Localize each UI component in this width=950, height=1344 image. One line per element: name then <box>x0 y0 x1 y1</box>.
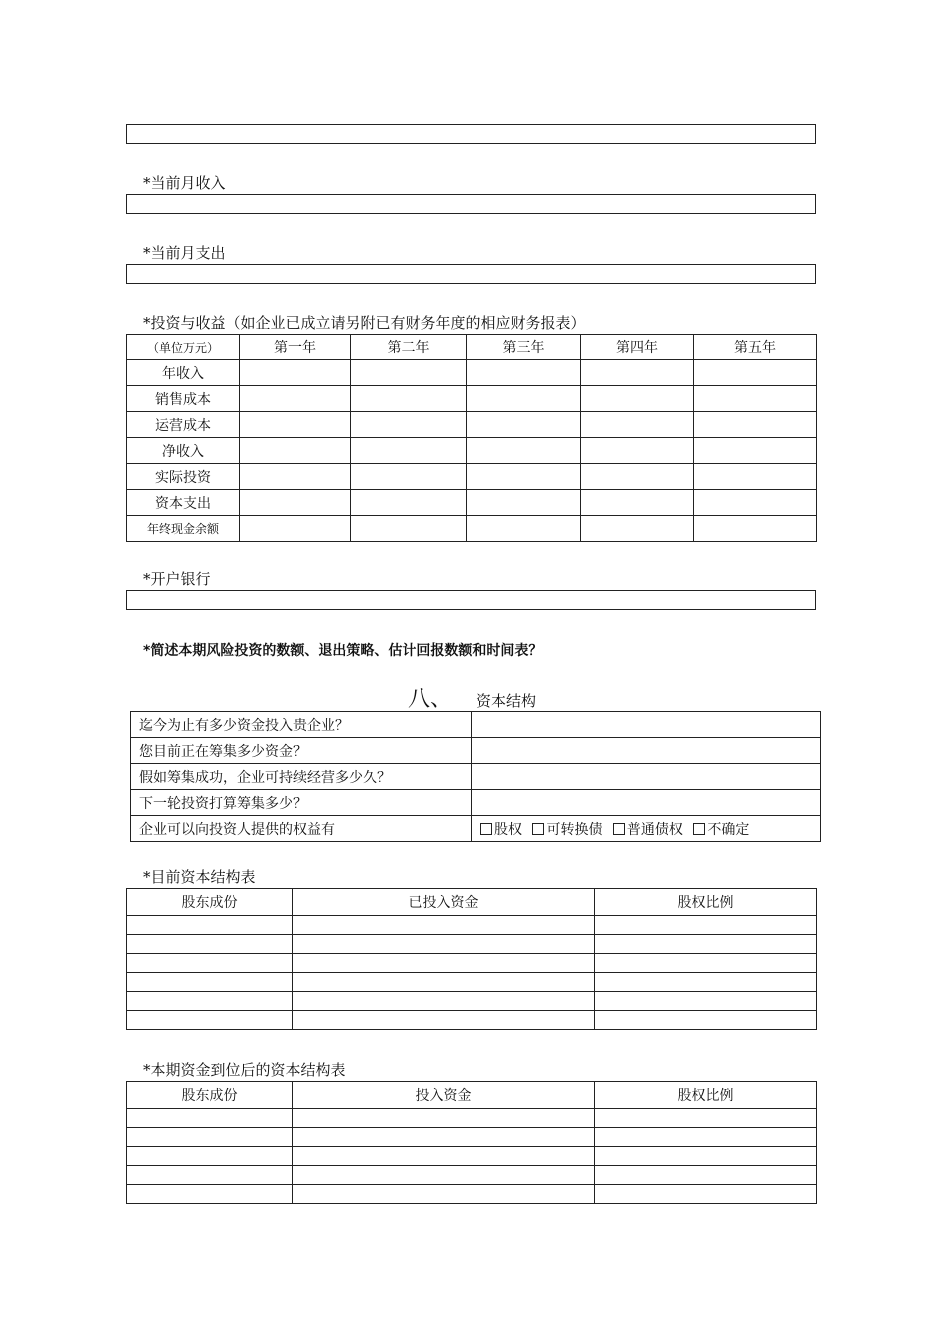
question-label: 下一轮投资打算筹集多少？ <box>131 790 472 816</box>
current-cap-title: *目前资本结构表 <box>143 868 256 886</box>
table-row <box>131 816 821 842</box>
finance-cell[interactable] <box>694 464 817 490</box>
rights-options <box>472 816 821 842</box>
answer-cell[interactable] <box>472 738 821 764</box>
finance-cell[interactable] <box>694 360 817 386</box>
finance-table <box>126 334 817 542</box>
table-row <box>127 1147 817 1166</box>
row-label: 资本支出 <box>127 490 240 516</box>
table-row <box>127 1166 817 1185</box>
cap-cell[interactable] <box>127 1011 293 1030</box>
table-row <box>127 1185 817 1204</box>
table-row <box>131 790 821 816</box>
question-label: 您目前正在筹集多少资金？ <box>131 738 472 764</box>
table-row <box>131 712 821 738</box>
answer-cell[interactable] <box>472 712 821 738</box>
capital-questions-table <box>130 711 821 842</box>
finance-corner-cell: （单位万元） <box>127 335 240 360</box>
cap-cell[interactable] <box>595 1011 817 1030</box>
finance-cell[interactable] <box>240 490 351 516</box>
table-row <box>127 516 817 542</box>
investment-returns-label: *投资与收益（如企业已成立请另附已有财务年度的相应财务报表） <box>143 314 586 332</box>
cap-cell[interactable] <box>595 1166 817 1185</box>
table-row <box>127 386 817 412</box>
column-header: 已投入资金 <box>293 889 595 916</box>
cap-cell[interactable] <box>293 1185 595 1204</box>
monthly-expense-field[interactable] <box>126 264 816 284</box>
risk-question: *简述本期风险投资的数额、退出策略、估计回报数额和时间表？ <box>143 643 543 659</box>
finance-cell[interactable] <box>694 386 817 412</box>
top-input-box[interactable] <box>126 124 816 144</box>
cap-cell[interactable] <box>293 1109 595 1128</box>
option-equity[interactable]: 股权 <box>480 819 522 839</box>
cap-cell[interactable] <box>293 1147 595 1166</box>
finance-cell[interactable] <box>240 412 351 438</box>
cap-cell[interactable] <box>595 973 817 992</box>
finance-cell[interactable] <box>581 490 694 516</box>
row-label: 运营成本 <box>127 412 240 438</box>
row-label: 销售成本 <box>127 386 240 412</box>
finance-cell[interactable] <box>467 386 581 412</box>
checkbox-icon[interactable] <box>613 823 625 835</box>
table-row <box>127 1128 817 1147</box>
finance-cell[interactable] <box>467 516 581 542</box>
table-row <box>127 992 817 1011</box>
current-cap-table <box>126 888 817 1030</box>
column-header: 股权比例 <box>595 1082 817 1109</box>
checkbox-icon[interactable] <box>480 823 492 835</box>
year-header: 第三年 <box>467 335 581 360</box>
row-label: 实际投资 <box>127 464 240 490</box>
column-header: 投入资金 <box>293 1082 595 1109</box>
cap-cell[interactable] <box>595 992 817 1011</box>
year-header: 第二年 <box>351 335 467 360</box>
finance-cell[interactable] <box>467 490 581 516</box>
cap-cell[interactable] <box>595 1147 817 1166</box>
table-row <box>127 1011 817 1030</box>
table-row <box>131 738 821 764</box>
cap-cell[interactable] <box>127 1147 293 1166</box>
row-label: 年收入 <box>127 360 240 386</box>
cap-cell[interactable] <box>293 992 595 1011</box>
finance-cell[interactable] <box>467 412 581 438</box>
table-row <box>127 490 817 516</box>
cap-cell[interactable] <box>127 1166 293 1185</box>
monthly-income-field[interactable] <box>126 194 816 214</box>
finance-cell[interactable] <box>467 464 581 490</box>
finance-cell[interactable] <box>351 412 467 438</box>
section-number: 八、 <box>408 687 453 712</box>
question-label: 迄今为止有多少资金投入贵企业？ <box>131 712 472 738</box>
question-label: 企业可以向投资人提供的权益有 <box>131 816 472 842</box>
cap-cell[interactable] <box>293 954 595 973</box>
finance-cell[interactable] <box>351 464 467 490</box>
cap-cell[interactable] <box>127 916 293 935</box>
cap-cell[interactable] <box>595 1109 817 1128</box>
answer-cell[interactable] <box>472 764 821 790</box>
cap-cell[interactable] <box>127 992 293 1011</box>
finance-cell[interactable] <box>351 516 467 542</box>
finance-cell[interactable] <box>467 360 581 386</box>
cap-cell[interactable] <box>127 973 293 992</box>
finance-cell[interactable] <box>581 438 694 464</box>
cap-cell[interactable] <box>127 1185 293 1204</box>
finance-cell[interactable] <box>351 360 467 386</box>
checkbox-icon[interactable] <box>693 823 705 835</box>
finance-cell[interactable] <box>240 438 351 464</box>
question-label: 假如筹集成功，企业可持续经营多少久？ <box>131 764 472 790</box>
finance-cell[interactable] <box>581 412 694 438</box>
monthly-income-label: *当前月收入 <box>143 174 226 192</box>
cap-cell[interactable] <box>293 1166 595 1185</box>
cap-cell[interactable] <box>595 954 817 973</box>
finance-cell[interactable] <box>240 464 351 490</box>
option-debt[interactable]: 普通债权 <box>613 819 683 839</box>
section-title: 资本结构 <box>476 692 537 710</box>
finance-cell[interactable] <box>240 386 351 412</box>
finance-cell[interactable] <box>581 516 694 542</box>
cap-cell[interactable] <box>293 935 595 954</box>
cap-cell[interactable] <box>595 935 817 954</box>
year-header: 第一年 <box>240 335 351 360</box>
table-row <box>127 973 817 992</box>
cap-cell[interactable] <box>595 1185 817 1204</box>
column-header: 股东成份 <box>127 1082 293 1109</box>
table-row <box>127 1109 817 1128</box>
finance-cell[interactable] <box>581 360 694 386</box>
finance-cell[interactable] <box>694 516 817 542</box>
cap-cell[interactable] <box>293 916 595 935</box>
table-row <box>127 916 817 935</box>
table-row <box>127 438 817 464</box>
finance-cell[interactable] <box>694 490 817 516</box>
finance-cell[interactable] <box>351 386 467 412</box>
year-header: 第四年 <box>581 335 694 360</box>
year-header: 第五年 <box>694 335 817 360</box>
table-row <box>127 954 817 973</box>
post-cap-table <box>126 1081 817 1204</box>
cap-cell[interactable] <box>595 1128 817 1147</box>
table-row <box>131 764 821 790</box>
finance-cell[interactable] <box>581 464 694 490</box>
finance-cell[interactable] <box>467 438 581 464</box>
option-convertible[interactable]: 可转换债 <box>532 819 602 839</box>
cap-cell[interactable] <box>127 1109 293 1128</box>
post-cap-title: *本期资金到位后的资本结构表 <box>143 1061 346 1079</box>
row-label: 净收入 <box>127 438 240 464</box>
cap-cell[interactable] <box>127 935 293 954</box>
table-row <box>127 360 817 386</box>
monthly-expense-label: *当前月支出 <box>143 244 226 262</box>
column-header: 股权比例 <box>595 889 817 916</box>
finance-cell[interactable] <box>351 438 467 464</box>
table-row <box>127 464 817 490</box>
finance-cell[interactable] <box>581 386 694 412</box>
checkbox-icon[interactable] <box>532 823 544 835</box>
finance-cell[interactable] <box>351 490 467 516</box>
bank-label: *开户银行 <box>143 570 211 588</box>
finance-cell[interactable] <box>240 360 351 386</box>
cap-cell[interactable] <box>293 1011 595 1030</box>
row-label: 年终现金余额 <box>127 516 240 542</box>
answer-cell[interactable] <box>472 790 821 816</box>
table-row <box>127 935 817 954</box>
finance-cell[interactable] <box>694 438 817 464</box>
bank-field[interactable] <box>126 590 816 610</box>
cap-cell[interactable] <box>293 1128 595 1147</box>
column-header: 股东成份 <box>127 889 293 916</box>
cap-cell[interactable] <box>127 954 293 973</box>
option-undecided[interactable]: 不确定 <box>693 819 749 839</box>
finance-cell[interactable] <box>694 412 817 438</box>
table-row <box>127 412 817 438</box>
cap-cell[interactable] <box>127 1128 293 1147</box>
cap-cell[interactable] <box>595 916 817 935</box>
cap-cell[interactable] <box>293 973 595 992</box>
finance-cell[interactable] <box>240 516 351 542</box>
